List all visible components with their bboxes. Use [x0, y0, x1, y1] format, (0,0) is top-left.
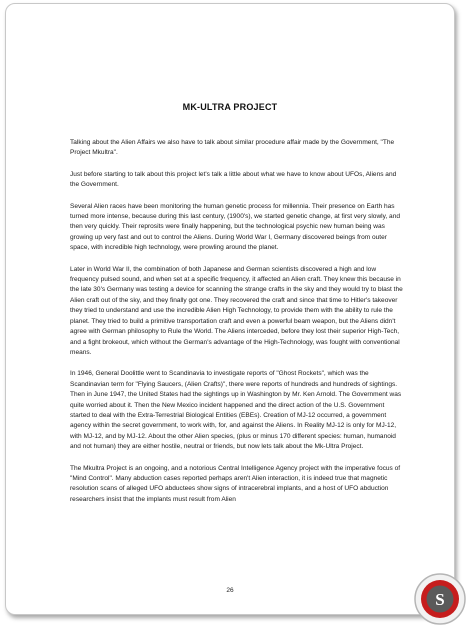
paragraph: In 1946, General Doolittle went to Scandinavia to investigate reports of "Ghost Rockets", which was the Scandinavian term for "Flying Saucers, (Alien Crafts)", there were reports of hundreds and hundreds of sightings. Then in June 1947, the United States had the sightings up in Washington by Mr. Ken Arnold. The Government was quite worried about it. Then the New Mexico incident happened and the direct action of the U.S. Government started to deal with the Extra-Terrestrial Biological Entities (EBEs). Creation of MJ-12 occurred, a government agency within the secret government, to work with, for, and against the Aliens. In Reality MJ-12 is only for MJ-12, with MJ-12, and by MJ-12. About the other Alien species, (plus or minus 170 different species: human, humanoid and not human) they are either hostile, neutral or friends, but now lets talk about the Mk-Ultra Project. — [70, 370, 402, 451]
watermark-logo — [413, 572, 467, 626]
paragraph: Just before starting to talk about this project let's talk a little about what we have to know about UFOs, Aliens and the Government. — [70, 170, 397, 189]
logo-icon — [413, 572, 467, 626]
logo-letter: S — [435, 590, 445, 609]
body-text — [70, 138, 405, 516]
paragraph: Talking about the Alien Affairs we also have to talk about similar procedure affair made by the Government, "The Project Mkultra". — [70, 139, 395, 157]
paragraph: The Mkultra Project is an ongoing, and a notorious Central Intelligence Agency project with the imperative focus of "Mind Control". Many abduction cases reported perhaps aren't Alien interaction, it is indeed true that magnetic resolution scans of alleged UFO abductees show signs of intracerebral implants, and a host of UFO abduction researchers insist that the implants must result from Alien — [70, 464, 401, 503]
paragraph: Several Alien races have been monitoring the human genetic process for millennia. Their presence on Earth has turned more intense, because during this last century, (1900's), we started genetic change, at first very slowly, and then very quickly. Their reprosits were finally happening, but the technological psychic new human being was growing up very fast and out to control the Aliens. During World War I, Germany discovered beings from outer space, with incredible high technology, were prowling around the planet. — [70, 202, 400, 252]
page-number: 26 — [226, 587, 234, 594]
document-page — [5, 3, 455, 615]
paragraph: Later in World War II, the combination of both Japanese and German scientists discovered a high and low frequency pulsed sound, and when set at a specific frequency, it affected an Alien craft. They knew this because in the late 30's Germany was testing a device for scanning the strange crafts in the sky and they would try to blast the Alien craft out of the sky, and they finally got one. They recovered the craft and since that time to Hitler's takeover they tried to understand and use the incredible Alien High Technology, to provide them with the ability to rule the planet. They tried to build a primitive transportation craft and even a powerful beam weapon, but the Aliens didn't agree with German philosophy to Rule the World. The Aliens interceded, before they lost their superior High-Tech, and a fight brokeout, which without the German's advantage of the High-Technology, was fought with conventional means. — [70, 265, 403, 356]
page-title: MK-ULTRA PROJECT — [182, 102, 278, 112]
